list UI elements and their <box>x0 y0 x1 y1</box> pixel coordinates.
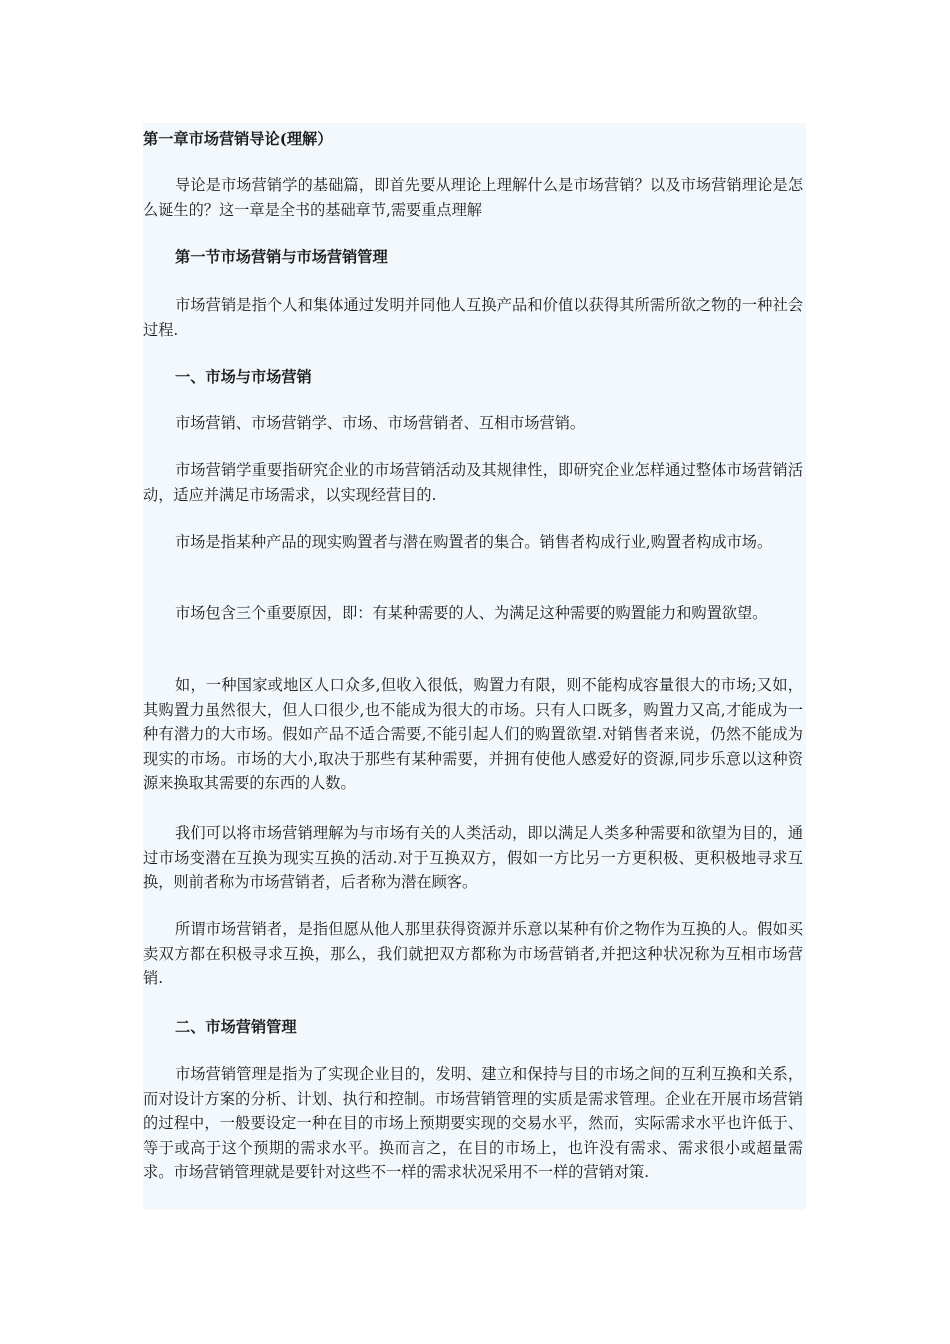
marketer-paragraph: 所谓市场营销者，是指但愿从他人那里获得资源并乐意以某种有价之物作为互换的人。假如买卖双方都在积极寻求互换，那么，我们就把双方都称为市场营销者,并把这种状况称为互相市场营销. <box>143 920 803 987</box>
management-paragraph: 市场营销管理是指为了实现企业目的，发明、建立和保持与目的市场之间的互利互换和关系，而对设计方案的分析、计划、执行和控制。市场营销管理的实质是需求管理。企业在开展市场营销的过程中，一般要设定一种在目的市场上预期要实现的交易水平，然而，实际需求水平也许低于、等于或高于这个预期的需求水平。换而言之，在目的市场上，也许没有需求、需求很小或超量需求。市场营销管理就是要针对这些不一样的需求状况采用不一样的营销对策. <box>143 1065 803 1181</box>
subsection-title-2: 二、市场营销管理 <box>175 1018 297 1036</box>
example-paragraph: 如，一种国家或地区人口众多,但收入很低，购置力有限，则不能构成容量很大的市场;又如，其购置力虽然很大，但人口很少,也不能成为很大的市场。只有人口既多，购置力又高,才能成为一种有潜力的大市场。假如产品不适合需要,不能引起人们的购置欲望.对销售者来说，仍然不能成为现实的市场。市场的大小,取决于那些有某种需要，并拥有使他人感爱好的资源,同步乐意以这种资源来换取其需要的东西的人数。 <box>143 676 803 792</box>
document-body <box>143 123 806 1210</box>
terms-paragraph: 市场营销、市场营销学、市场、市场营销者、互相市场营销。 <box>175 414 586 432</box>
section-title: 第一节市场营销与市场营销管理 <box>175 248 388 266</box>
marketing-study-paragraph: 市场营销学重要指研究企业的市场营销活动及其规律性，即研究企业怎样通过整体市场营销活动，适应并满足市场需求，以实现经营目的. <box>143 461 803 504</box>
market-factors-paragraph: 市场包含三个重要原因，即：有某种需要的人、为满足这种需要的购置能力和购置欲望。 <box>175 604 768 622</box>
understanding-paragraph: 我们可以将市场营销理解为与市场有关的人类活动，即以满足人类多种需要和欲望为目的，通过市场变潜在互换为现实互换的活动.对于互换双方，假如一方比另一方更积极、更积极地寻求互换，则前者称为市场营销者，后者称为潜在顾客。 <box>143 824 803 891</box>
market-definition-paragraph: 市场是指某种产品的现实购置者与潜在购置者的集合。销售者构成行业,购置者构成市场。 <box>175 533 773 551</box>
subsection-title-1: 一、市场与市场营销 <box>175 368 312 386</box>
definition-paragraph: 市场营销是指个人和集体通过发明并同他人互换产品和价值以获得其所需所欲之物的一种社会过程. <box>143 296 803 339</box>
chapter-title: 第一章市场营销导论(理解） <box>143 130 333 148</box>
intro-paragraph: 导论是市场营销学的基础篇，即首先要从理论上理解什么是市场营销？以及市场营销理论是怎么诞生的？这一章是全书的基础章节,需要重点理解 <box>143 176 803 219</box>
